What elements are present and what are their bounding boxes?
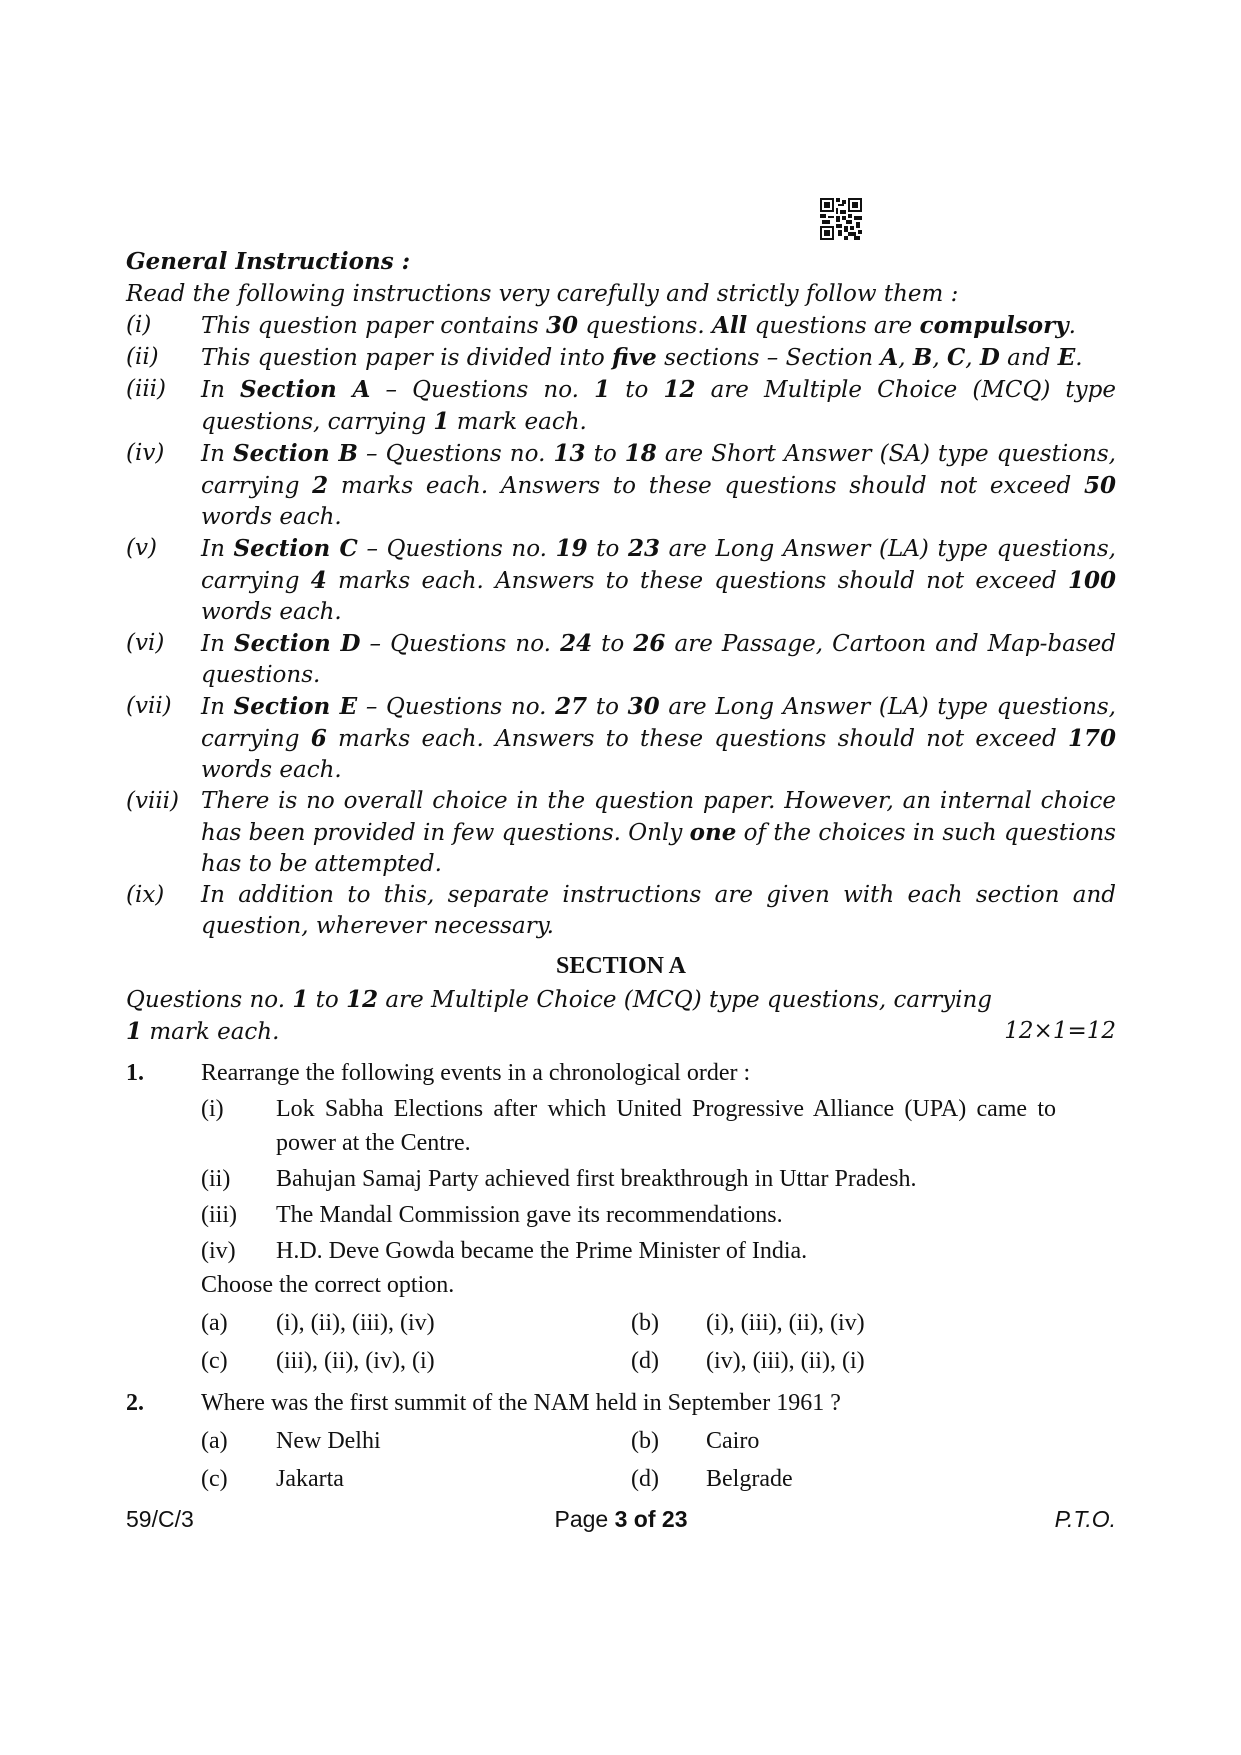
option-label[interactable]: (c) [201, 1348, 228, 1374]
instruction-number: (v) [126, 535, 157, 561]
paper-code: 59/C/3 [126, 1506, 194, 1532]
question [126, 1056, 1116, 1378]
page-of: of [627, 1506, 662, 1532]
instruction-item [126, 880, 1116, 942]
statement-number: (iv) [201, 1238, 236, 1264]
question-statement [201, 1092, 1056, 1160]
option-label[interactable]: (a) [201, 1428, 228, 1454]
instruction-text: In Section D – Questions no. 24 to 26 are Passage, Cartoon and Map-based questions. [201, 630, 1116, 688]
instruction-text: In Section A – Questions no. 1 to 12 are Multiple Choice (MCQ) type questions, carrying 1 mark each. [201, 376, 1117, 435]
page-current: 3 [614, 1506, 628, 1532]
instruction-item [126, 533, 1116, 628]
statement-text: Bahujan Samaj Party achieved first breakthrough in Uttar Pradesh. [276, 1166, 917, 1192]
instruction-text: In Section C – Questions no. 19 to 23 are Long Answer (LA) type questions, carrying 4 marks each. Answers to these questions should not exceed 100 words each. [201, 535, 1116, 625]
page-number [126, 1506, 1116, 1533]
section-a-description [126, 984, 1116, 1048]
option-text[interactable]: (i), (ii), (iii), (iv) [276, 1310, 435, 1336]
question-number: 2. [126, 1390, 144, 1416]
section-a-description-line: 1 mark each. [126, 1018, 280, 1045]
option-text[interactable]: Cairo [706, 1428, 760, 1454]
instructions-list [126, 310, 1116, 942]
pto-label: P.T.O. [1054, 1506, 1116, 1532]
question-statement [201, 1234, 1056, 1268]
question-prompt: Choose the correct option. [201, 1272, 455, 1298]
section-a-description-line: Questions no. 1 to 12 are Multiple Choice (MCQ) type questions, carrying [126, 986, 993, 1013]
instruction-text: This question paper is divided into five sections – Section A, B, C, D and E. [201, 344, 1083, 371]
option-label[interactable]: (a) [201, 1310, 228, 1336]
general-instructions-title: General Instructions : [126, 248, 411, 275]
instruction-number: (vii) [126, 693, 172, 719]
question-text: Rearrange the following events in a chronological order : [201, 1060, 751, 1086]
question-body [201, 1056, 1056, 1378]
page-total: 23 [661, 1506, 688, 1532]
statement-number: (iii) [201, 1202, 237, 1228]
instruction-text: This question paper contains 30 questions. All questions are compulsory. [201, 312, 1076, 339]
instruction-item [126, 786, 1116, 880]
instruction-item [126, 691, 1116, 786]
instruction-item [126, 310, 1116, 342]
statement-text: H.D. Deve Gowda became the Prime Minister of India. [276, 1238, 808, 1264]
question [126, 1386, 1116, 1496]
options-grid [201, 1424, 1056, 1496]
instruction-number: (ii) [126, 344, 159, 370]
instruction-text: There is no overall choice in the question paper. However, an internal choice has been provided in few questions. Only one of the choices in such questions has to be attempted. [201, 788, 1116, 877]
option-label[interactable]: (d) [631, 1466, 659, 1492]
statement-number: (ii) [201, 1166, 231, 1192]
instruction-item [126, 342, 1116, 374]
instruction-text: In addition to this, separate instructions are given with each section and question, wherever necessary. [201, 882, 1116, 939]
question-statement [201, 1198, 1056, 1232]
instruction-text: In Section E – Questions no. 27 to 30 are Long Answer (LA) type questions, carrying 6 marks each. Answers to these questions should not exceed 170 words each. [201, 693, 1116, 783]
option-label[interactable]: (b) [631, 1428, 659, 1454]
page-content [126, 246, 1116, 1496]
qr-code-icon [820, 198, 862, 240]
option-label[interactable]: (c) [201, 1466, 228, 1492]
instruction-item [126, 628, 1116, 691]
general-instructions-intro: Read the following instructions very carefully and strictly follow them : [126, 281, 959, 307]
option-text[interactable]: Belgrade [706, 1466, 793, 1492]
instruction-item [126, 374, 1116, 438]
question-text: Where was the first summit of the NAM held in September 1961 ? [201, 1390, 841, 1416]
instruction-text: In Section B – Questions no. 13 to 18 are Short Answer (SA) type questions, carrying 2 marks each. Answers to these questions should not exceed 50 words each. [201, 440, 1116, 530]
option-label[interactable]: (b) [631, 1310, 659, 1336]
instruction-item [126, 438, 1116, 533]
question-number: 1. [126, 1060, 144, 1086]
options-grid [201, 1306, 1056, 1378]
section-a-marks: 12×1=12 [1004, 1018, 1116, 1044]
question-body [201, 1386, 1056, 1496]
statement-text: Lok Sabha Elections after which United Progressive Alliance (UPA) came to power at the Centre. [276, 1096, 1056, 1156]
page-number-prefix: Page [554, 1506, 615, 1532]
instruction-number: (ix) [126, 882, 165, 908]
instruction-number: (iv) [126, 440, 165, 466]
option-label[interactable]: (d) [631, 1348, 659, 1374]
statement-number: (i) [201, 1096, 224, 1122]
section-a-marks-row [126, 1016, 1116, 1048]
option-text[interactable]: (i), (iii), (ii), (iv) [706, 1310, 865, 1336]
instruction-number: (i) [126, 312, 152, 338]
instruction-number: (vi) [126, 630, 165, 656]
statement-text: The Mandal Commission gave its recommendations. [276, 1202, 783, 1228]
option-text[interactable]: (iii), (ii), (iv), (i) [276, 1348, 435, 1374]
section-a-heading: SECTION A [555, 953, 687, 979]
instruction-number: (viii) [126, 788, 180, 814]
option-text[interactable]: Jakarta [276, 1466, 344, 1492]
option-text[interactable]: (iv), (iii), (ii), (i) [706, 1348, 865, 1374]
questions-list [126, 1056, 1116, 1496]
instruction-number: (iii) [126, 376, 167, 402]
question-statement [201, 1162, 1056, 1196]
option-text[interactable]: New Delhi [276, 1428, 381, 1454]
